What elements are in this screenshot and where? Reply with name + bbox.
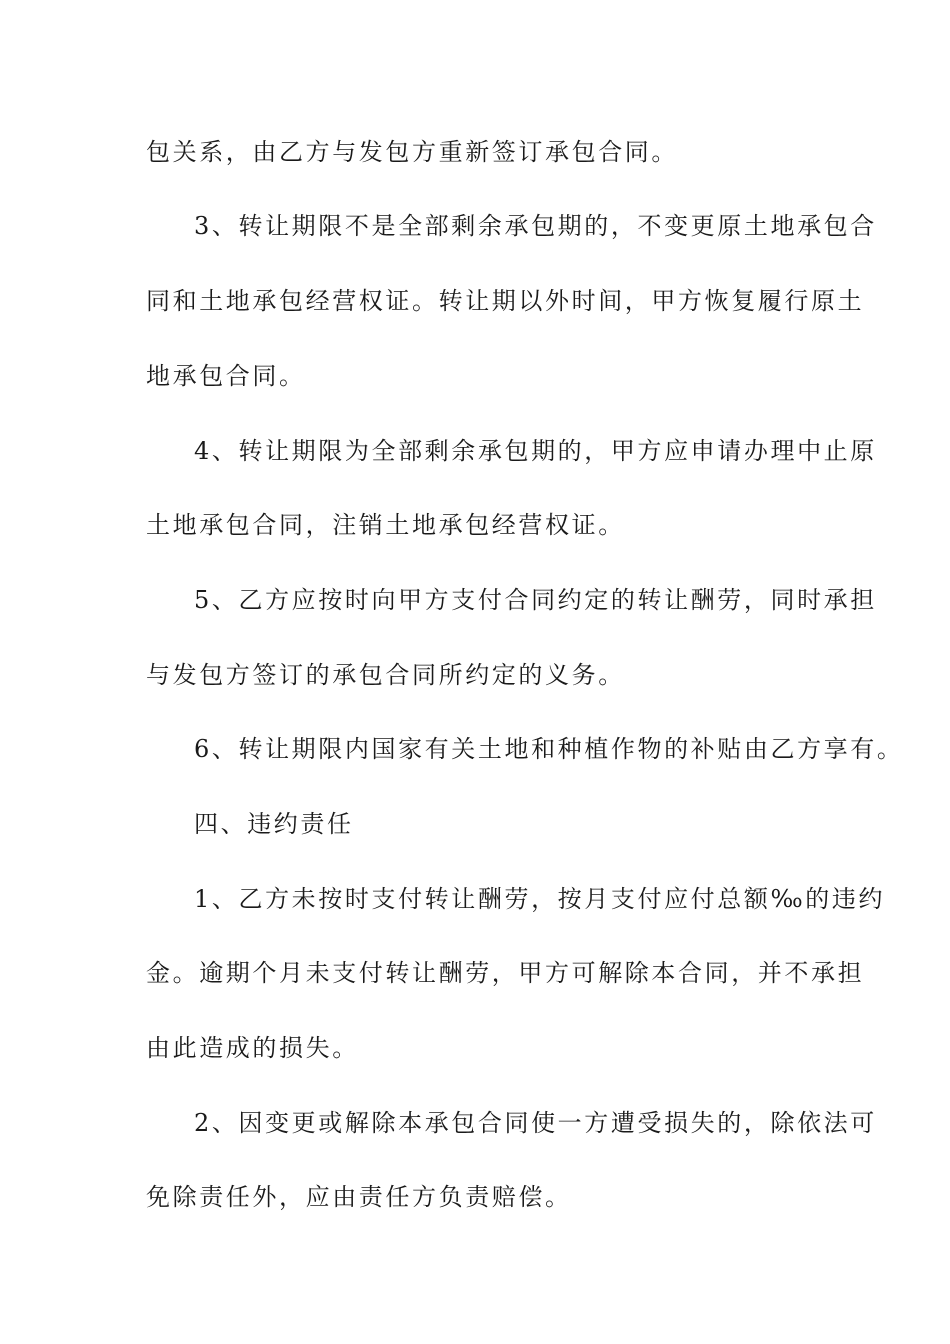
text-line-1: 包关系，由乙方与发包方重新签订承包合同。 — [146, 138, 678, 166]
text-line-14: 2、因变更或解除本承包合同使一方遭受损失的，除依法可 — [194, 1109, 877, 1137]
text-line-5: 4、转让期限为全部剩余承包期的，甲方应申请办理中止原 — [194, 437, 877, 465]
text-line-2: 3、转让期限不是全部剩余承包期的，不变更原土地承包合 — [194, 212, 877, 240]
text-line-3: 同和土地承包经营权证。转让期以外时间，甲方恢复履行原土 — [146, 287, 865, 315]
text-line-4: 地承包合同。 — [146, 362, 306, 390]
text-line-13: 由此造成的损失。 — [146, 1034, 359, 1062]
text-line-11: 1、乙方未按时支付转让酬劳，按月支付应付总额‰的违约 — [194, 885, 886, 913]
text-line-8: 与发包方签订的承包合同所约定的义务。 — [146, 661, 625, 689]
text-line-7: 5、乙方应按时向甲方支付合同约定的转让酬劳，同时承担 — [194, 586, 877, 614]
text-line-6: 土地承包合同，注销土地承包经营权证。 — [146, 511, 625, 539]
section-heading: 四、违约责任 — [194, 810, 354, 838]
text-line-12: 金。逾期个月未支付转让酬劳，甲方可解除本合同，并不承担 — [146, 959, 865, 987]
text-line-15: 免除责任外，应由责任方负责赔偿。 — [146, 1183, 572, 1211]
text-line-9: 6、转让期限内国家有关土地和种植作物的补贴由乙方享有。 — [194, 735, 904, 763]
